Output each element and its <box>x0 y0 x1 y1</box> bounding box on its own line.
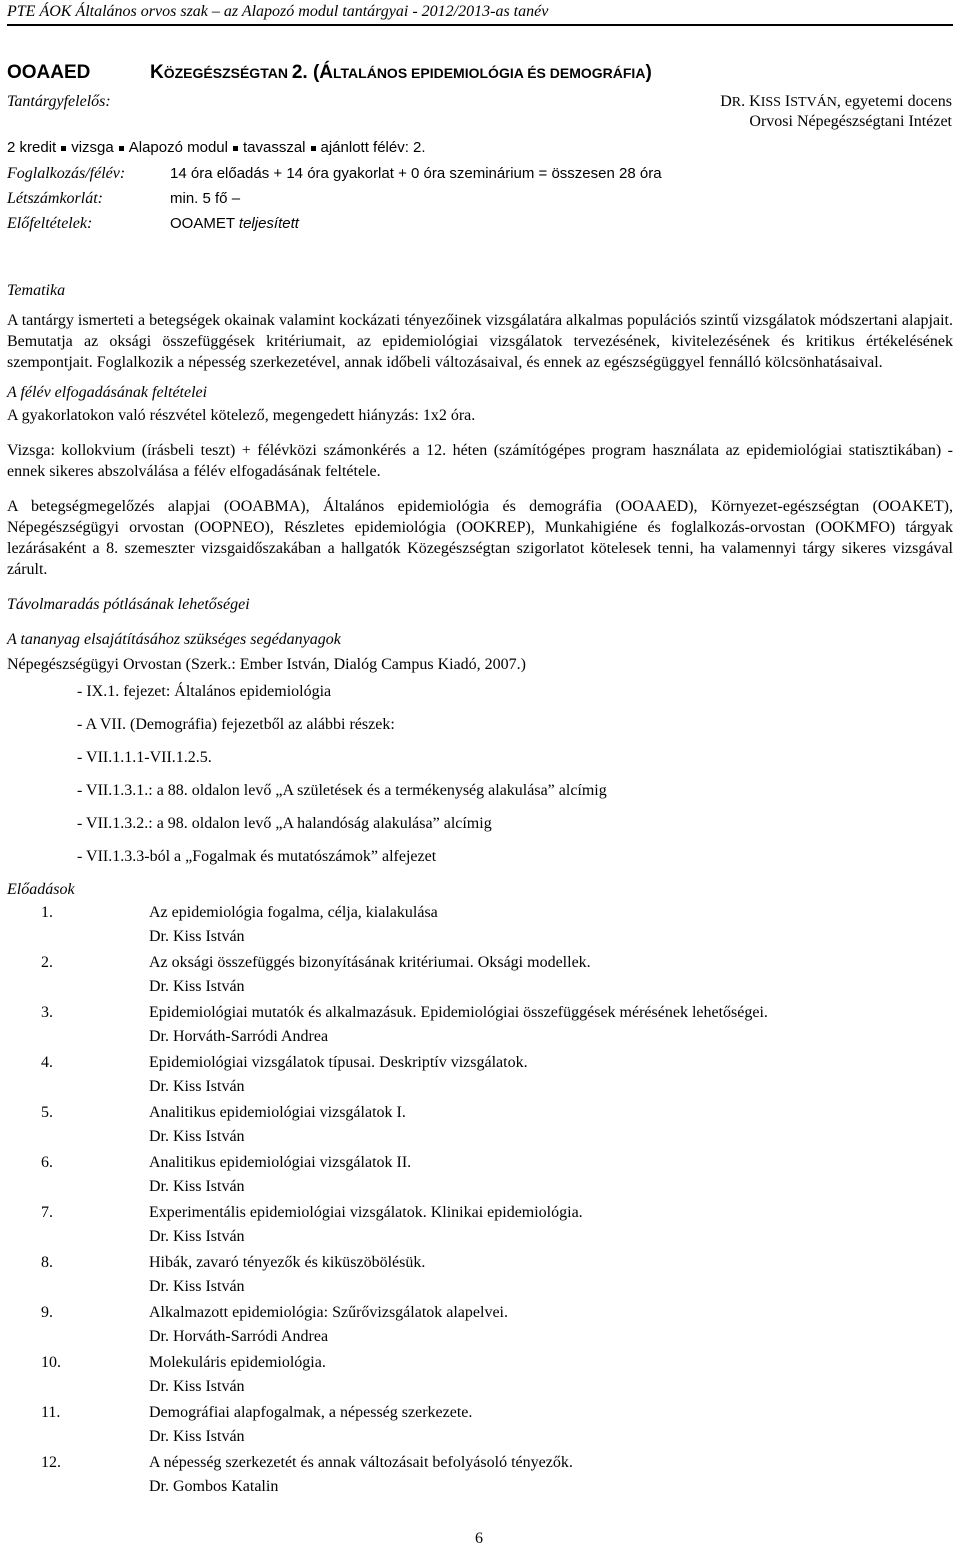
lecture-lecturer: Dr. Kiss István <box>149 928 245 945</box>
foglalkozas-label: Foglalkozás/félév: <box>7 165 126 182</box>
lecture-lecturer: Dr. Kiss István <box>149 1078 245 1095</box>
lecture-title: Analitikus epidemiológiai vizsgálatok I. <box>149 1104 406 1121</box>
lecture-number: 5. <box>41 1104 53 1121</box>
segedanyag-item: - VII.1.1.1-VII.1.2.5. <box>77 749 212 766</box>
lecture-lecturer: Dr. Kiss István <box>149 1128 245 1145</box>
lecture-title: A népesség szerkezetét és annak változásait befolyásoló tényezők. <box>149 1454 573 1471</box>
lecture-item <box>7 1450 953 1500</box>
credit-item: ajánlott félév: 2. <box>320 139 426 156</box>
prerequisite-code: OOAMET <box>170 215 235 232</box>
course-title-part: ÖZEGÉSZSÉGTAN <box>163 65 292 81</box>
lectures-heading: Előadások <box>7 881 75 898</box>
running-header: PTE ÁOK Általános orvos szak – az Alapozó modul tantárgyai - 2012/2013-as tanév <box>7 3 549 20</box>
lecture-number: 6. <box>41 1154 53 1171</box>
lecture-list <box>7 900 953 1500</box>
lecture-lecturer: Dr. Kiss István <box>149 978 245 995</box>
responsible-name-part: D <box>720 93 732 110</box>
lecture-number: 7. <box>41 1204 53 1221</box>
lecture-title: Az epidemiológia fogalma, célja, kialakulása <box>149 904 438 921</box>
lecture-lecturer: Dr. Kiss István <box>149 1278 245 1295</box>
lecture-item <box>7 1200 953 1250</box>
elofeltetelek-value <box>170 215 299 232</box>
credit-item: Alapozó modul <box>128 139 228 156</box>
elfogadas-heading: A félév elfogadásának feltételei <box>7 384 208 401</box>
segedanyag-item: - VII.1.3.1.: a 88. oldalon levő „A születések és a termékenység alakulása” alcímig <box>77 782 607 799</box>
letszam-value: min. 5 fő – <box>170 190 241 207</box>
course-code: OOAAED <box>7 62 91 83</box>
header-rule <box>7 24 953 26</box>
course-title <box>150 62 652 84</box>
lecture-title: Alkalmazott epidemiológia: Szűrővizsgálatok alapelvei. <box>149 1304 508 1321</box>
prerequisite-status: teljesített <box>238 215 299 232</box>
lecture-item <box>7 1000 953 1050</box>
segedanyag-item: - IX.1. fejezet: Általános epidemiológia <box>77 683 332 700</box>
lecture-number: 3. <box>41 1004 53 1021</box>
lecture-lecturer: Dr. Horváth-Sarródi Andrea <box>149 1028 329 1045</box>
elfogadas-text-2: Vizsga: kollokvium (írásbeli teszt) + félévközi számonkérés a 12. héten (számítógépes program használata az epidemiológiai statisztikában) - ennek sikeres abszolválása a félév elfogadásának feltétele. <box>7 442 953 480</box>
bullet-separator <box>311 146 316 151</box>
credit-item: 2 kredit <box>7 139 57 156</box>
responsible-name-part: . K <box>741 93 761 110</box>
elofeltetelek-label: Előfeltételek: <box>7 215 93 232</box>
segedanyag-item: - VII.1.3.3-ból a „Fogalmak és mutatószámok” alfejezet <box>77 848 437 865</box>
bullet-separator <box>233 146 238 151</box>
tavolmaradas-heading: Távolmaradás pótlásának lehetőségei <box>7 596 250 613</box>
tematika-heading: Tematika <box>7 282 66 299</box>
lecture-item <box>7 1050 953 1100</box>
bullet-separator <box>61 146 66 151</box>
course-title-part: ) <box>645 62 652 83</box>
course-title-part: 2. (Á <box>291 62 334 83</box>
lecture-lecturer: Dr. Gombos Katalin <box>149 1478 279 1495</box>
lecture-number: 10. <box>41 1354 61 1371</box>
segedanyag-book: Népegészségügyi Orvostan (Szerk.: Ember István, Dialóg Campus Kiadó, 2007.) <box>7 656 526 673</box>
lecture-number: 11. <box>41 1404 61 1421</box>
elfogadas-text-1: A gyakorlatokon való részvétel kötelező, megengedett hiányzás: 1x2 óra. <box>7 407 476 424</box>
lecture-item <box>7 1150 953 1200</box>
lecture-title: Demográfiai alapfogalmak, a népesség szerkezete. <box>149 1404 473 1421</box>
letszam-label: Létszámkorlát: <box>7 190 103 207</box>
lecture-number: 1. <box>41 904 53 921</box>
bullet-separator <box>119 146 124 151</box>
credit-item: vizsga <box>71 139 114 156</box>
responsible-name <box>720 93 952 111</box>
elfogadas-text-3: A betegségmegelőzés alapjai (OOABMA), Általános epidemiológia és demográfia (OOAAED), Környezet-egészségtan (OOAKET), Népegészségügyi orvostan (OOPNEO), Részletes epidemiológia (OOKREP), Munkahigiéne és foglalkozás-orvostan (OOKMFO) tárgyak lezárásaként a 8. szemeszter vizsgaidőszakában a hallgatók Közegészségtan szigorlatot kötelesek tenni, ha valamennyi tárgy sikeres vizsgával zárult. <box>7 498 953 578</box>
lecture-title: Molekuláris epidemiológia. <box>149 1354 326 1371</box>
lecture-title: Hibák, zavaró tényezők és kiküszöbölésük. <box>149 1254 426 1271</box>
lecture-title: Analitikus epidemiológiai vizsgálatok II. <box>149 1154 412 1171</box>
responsible-name-part: ISS <box>760 95 781 110</box>
lecture-number: 2. <box>41 954 53 971</box>
lecture-title: Az oksági összefüggés bizonyításának kritériumai. Oksági modellek. <box>149 954 591 971</box>
lecture-item <box>7 1400 953 1450</box>
lecture-number: 8. <box>41 1254 53 1271</box>
lecture-item <box>7 950 953 1000</box>
lecture-item <box>7 1100 953 1150</box>
lecture-item <box>7 900 953 950</box>
course-title-part: LTALÁNOS EPIDEMIOLÓGIA ÉS DEMOGRÁFIA <box>333 65 646 81</box>
course-title-part: K <box>150 62 164 83</box>
lecture-title: Epidemiológiai vizsgálatok típusai. Deskriptív vizsgálatok. <box>149 1054 528 1071</box>
responsible-name-part: , egyetemi docens <box>836 93 952 110</box>
responsible-name-part: I <box>780 93 791 110</box>
lecture-lecturer: Dr. Kiss István <box>149 1428 245 1445</box>
page-number: 6 <box>475 1530 483 1547</box>
tematika-text: A tantárgy ismerteti a betegségek okainak valamint kockázati tényezőinek vizsgálatára alkalmas populációs szintű vizsgálatok módszertani alapjait. Bemutatja az oksági összefüggések kritériumait, az epidemiológiai vizsgálatok tervezésének, kivitelezésének és kritikus értékelésének szempontjait. Foglalkozik a népesség szerkezetével, annak időbeli változásaival, és ennek az egészségüggyel fennálló kölcsönhatásaival. <box>7 312 953 371</box>
lecture-number: 4. <box>41 1054 53 1071</box>
foglalkozas-value: 14 óra előadás + 14 óra gyakorlat + 0 óra szeminárium = összesen 28 óra <box>170 165 662 182</box>
responsible-name-part: STVÁN <box>790 95 837 110</box>
lecture-lecturer: Dr. Kiss István <box>149 1178 245 1195</box>
course-body <box>7 280 953 1500</box>
credit-line <box>7 139 426 156</box>
lecture-lecturer: Dr. Kiss István <box>149 1228 245 1245</box>
segedanyag-item: - A VII. (Demográfia) fejezetből az alábbi részek: <box>77 716 395 733</box>
responsible-label: Tantárgyfelelős: <box>7 93 111 110</box>
lecture-lecturer: Dr. Horváth-Sarródi Andrea <box>149 1328 329 1345</box>
lecture-item <box>7 1300 953 1350</box>
lecture-item <box>7 1250 953 1300</box>
segedanyag-item: - VII.1.3.2.: a 98. oldalon levő „A halandóság alakulása” alcímig <box>77 815 492 832</box>
segedanyag-list <box>77 681 953 879</box>
lecture-item <box>7 1350 953 1400</box>
responsible-institute: Orvosi Népegészségtani Intézet <box>749 113 952 130</box>
lecture-number: 9. <box>41 1304 53 1321</box>
credit-item: tavasszal <box>242 139 306 156</box>
lecture-title: Epidemiológiai mutatók és alkalmazásuk. Epidemiológiai összefüggések mérésének lehetőségei. <box>149 1004 768 1021</box>
lecture-number: 12. <box>41 1454 61 1471</box>
lecture-title: Experimentális epidemiológiai vizsgálatok. Klinikai epidemiológia. <box>149 1204 583 1221</box>
responsible-name-part: R <box>731 95 742 110</box>
segedanyag-heading: A tananyag elsajátításához szükséges segédanyagok <box>7 631 341 648</box>
lecture-lecturer: Dr. Kiss István <box>149 1378 245 1395</box>
